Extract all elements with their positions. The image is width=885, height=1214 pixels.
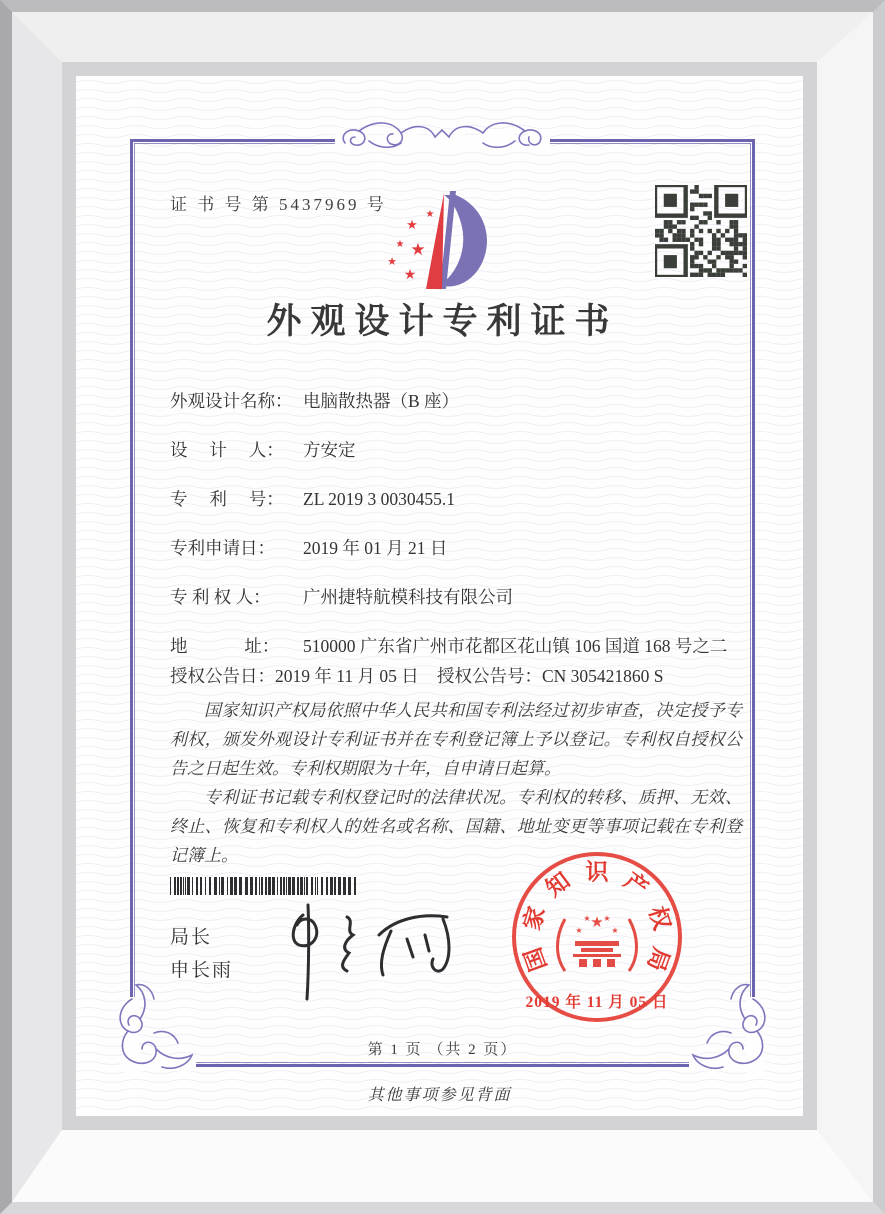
field-value: 2019 年 01 月 21 日 — [303, 538, 448, 558]
grant-date-label: 授权公告日： — [170, 666, 275, 686]
svg-text:★: ★ — [425, 209, 435, 220]
top-border-ornament — [335, 113, 550, 169]
field-value: 510000 广东省广州市花都区花山镇 106 国道 168 号之二 — [303, 636, 728, 656]
svg-text:家: 家 — [519, 903, 550, 933]
field-label: 专利申请日： — [170, 538, 275, 558]
seal-date: 2019 年 11 月 05 日 — [525, 994, 669, 1011]
commissioner-name: 申长雨 — [170, 960, 234, 981]
svg-text:局: 局 — [642, 944, 674, 975]
svg-text:★: ★ — [410, 240, 426, 260]
svg-text:★: ★ — [406, 218, 418, 233]
commissioner-title: 局长 — [170, 927, 213, 948]
field-filing-date — [170, 535, 745, 560]
cnipa-patent-logo — [378, 183, 513, 298]
grant-announcement-row — [170, 663, 745, 688]
field-value: ZL 2019 3 0030455.1 — [303, 489, 455, 509]
field-value: 电脑散热器（B 座） — [303, 391, 460, 411]
certificate-paper — [76, 76, 803, 1116]
grant-no-label: 授权公告号： — [437, 666, 542, 686]
field-patent-number — [170, 486, 745, 511]
svg-text:★: ★ — [603, 914, 611, 923]
certificate-title: 外观设计专利证书 — [266, 302, 619, 341]
svg-text:★: ★ — [403, 267, 417, 283]
svg-text:★: ★ — [583, 914, 591, 923]
legal-text — [170, 696, 742, 870]
certificate-area — [130, 139, 755, 1067]
field-label: 设 计 人： — [170, 440, 284, 460]
grant-no-value: CN 305421860 S — [542, 666, 664, 686]
field-label: 外观设计名称： — [170, 391, 293, 411]
svg-text:产: 产 — [619, 867, 653, 902]
svg-text:权: 权 — [644, 903, 675, 933]
back-side-note: 其他事项参见背面 — [367, 1087, 512, 1104]
page-indicator: 第 1 页 （共 2 页） — [367, 1042, 518, 1058]
grant-date-value: 2019 年 11 月 05 日 — [275, 666, 419, 686]
svg-text:★: ★ — [590, 913, 604, 931]
svg-text:★: ★ — [395, 239, 405, 250]
legal-paragraph-1: 国家知识产权局依照中华人民共和国专利法经过初步审查，决定授予专利权，颁发外观设计专利证书并在专利登记簿上予以登记。专利权自授权公告之日起生效。专利权期限为十年，自申请日起算。 — [170, 701, 742, 778]
svg-text:识: 识 — [585, 859, 609, 885]
field-design-name — [170, 388, 745, 413]
field-patentee — [170, 584, 745, 609]
svg-text:★: ★ — [387, 255, 397, 268]
field-label: 专 利 号： — [170, 489, 284, 509]
grant-number — [437, 663, 664, 688]
legal-paragraph-2: 专利证书记载专利权登记时的法律状况。专利权的转移、质押、无效、终止、恢复和专利权人的姓名或名称、国籍、地址变更等事项记载在专利登记簿上。 — [170, 788, 742, 865]
svg-text:国: 国 — [520, 944, 552, 975]
field-label: 专 利 权 人： — [170, 587, 271, 607]
field-value: 广州捷特航模科技有限公司 — [303, 587, 513, 607]
field-address — [170, 633, 745, 658]
field-value: 方安定 — [303, 440, 356, 460]
qr-code — [655, 185, 747, 277]
svg-text:知: 知 — [541, 867, 575, 902]
svg-text:★: ★ — [575, 926, 583, 935]
svg-text:★: ★ — [611, 926, 619, 935]
field-label: 地 址： — [170, 636, 280, 656]
frame-inner-shadow — [62, 62, 817, 1130]
handwritten-signature — [275, 887, 485, 1017]
field-designer — [170, 437, 745, 462]
picture-frame-face — [12, 12, 873, 1202]
certificate-number: 证 书 号 第 5437969 号 — [170, 195, 387, 214]
